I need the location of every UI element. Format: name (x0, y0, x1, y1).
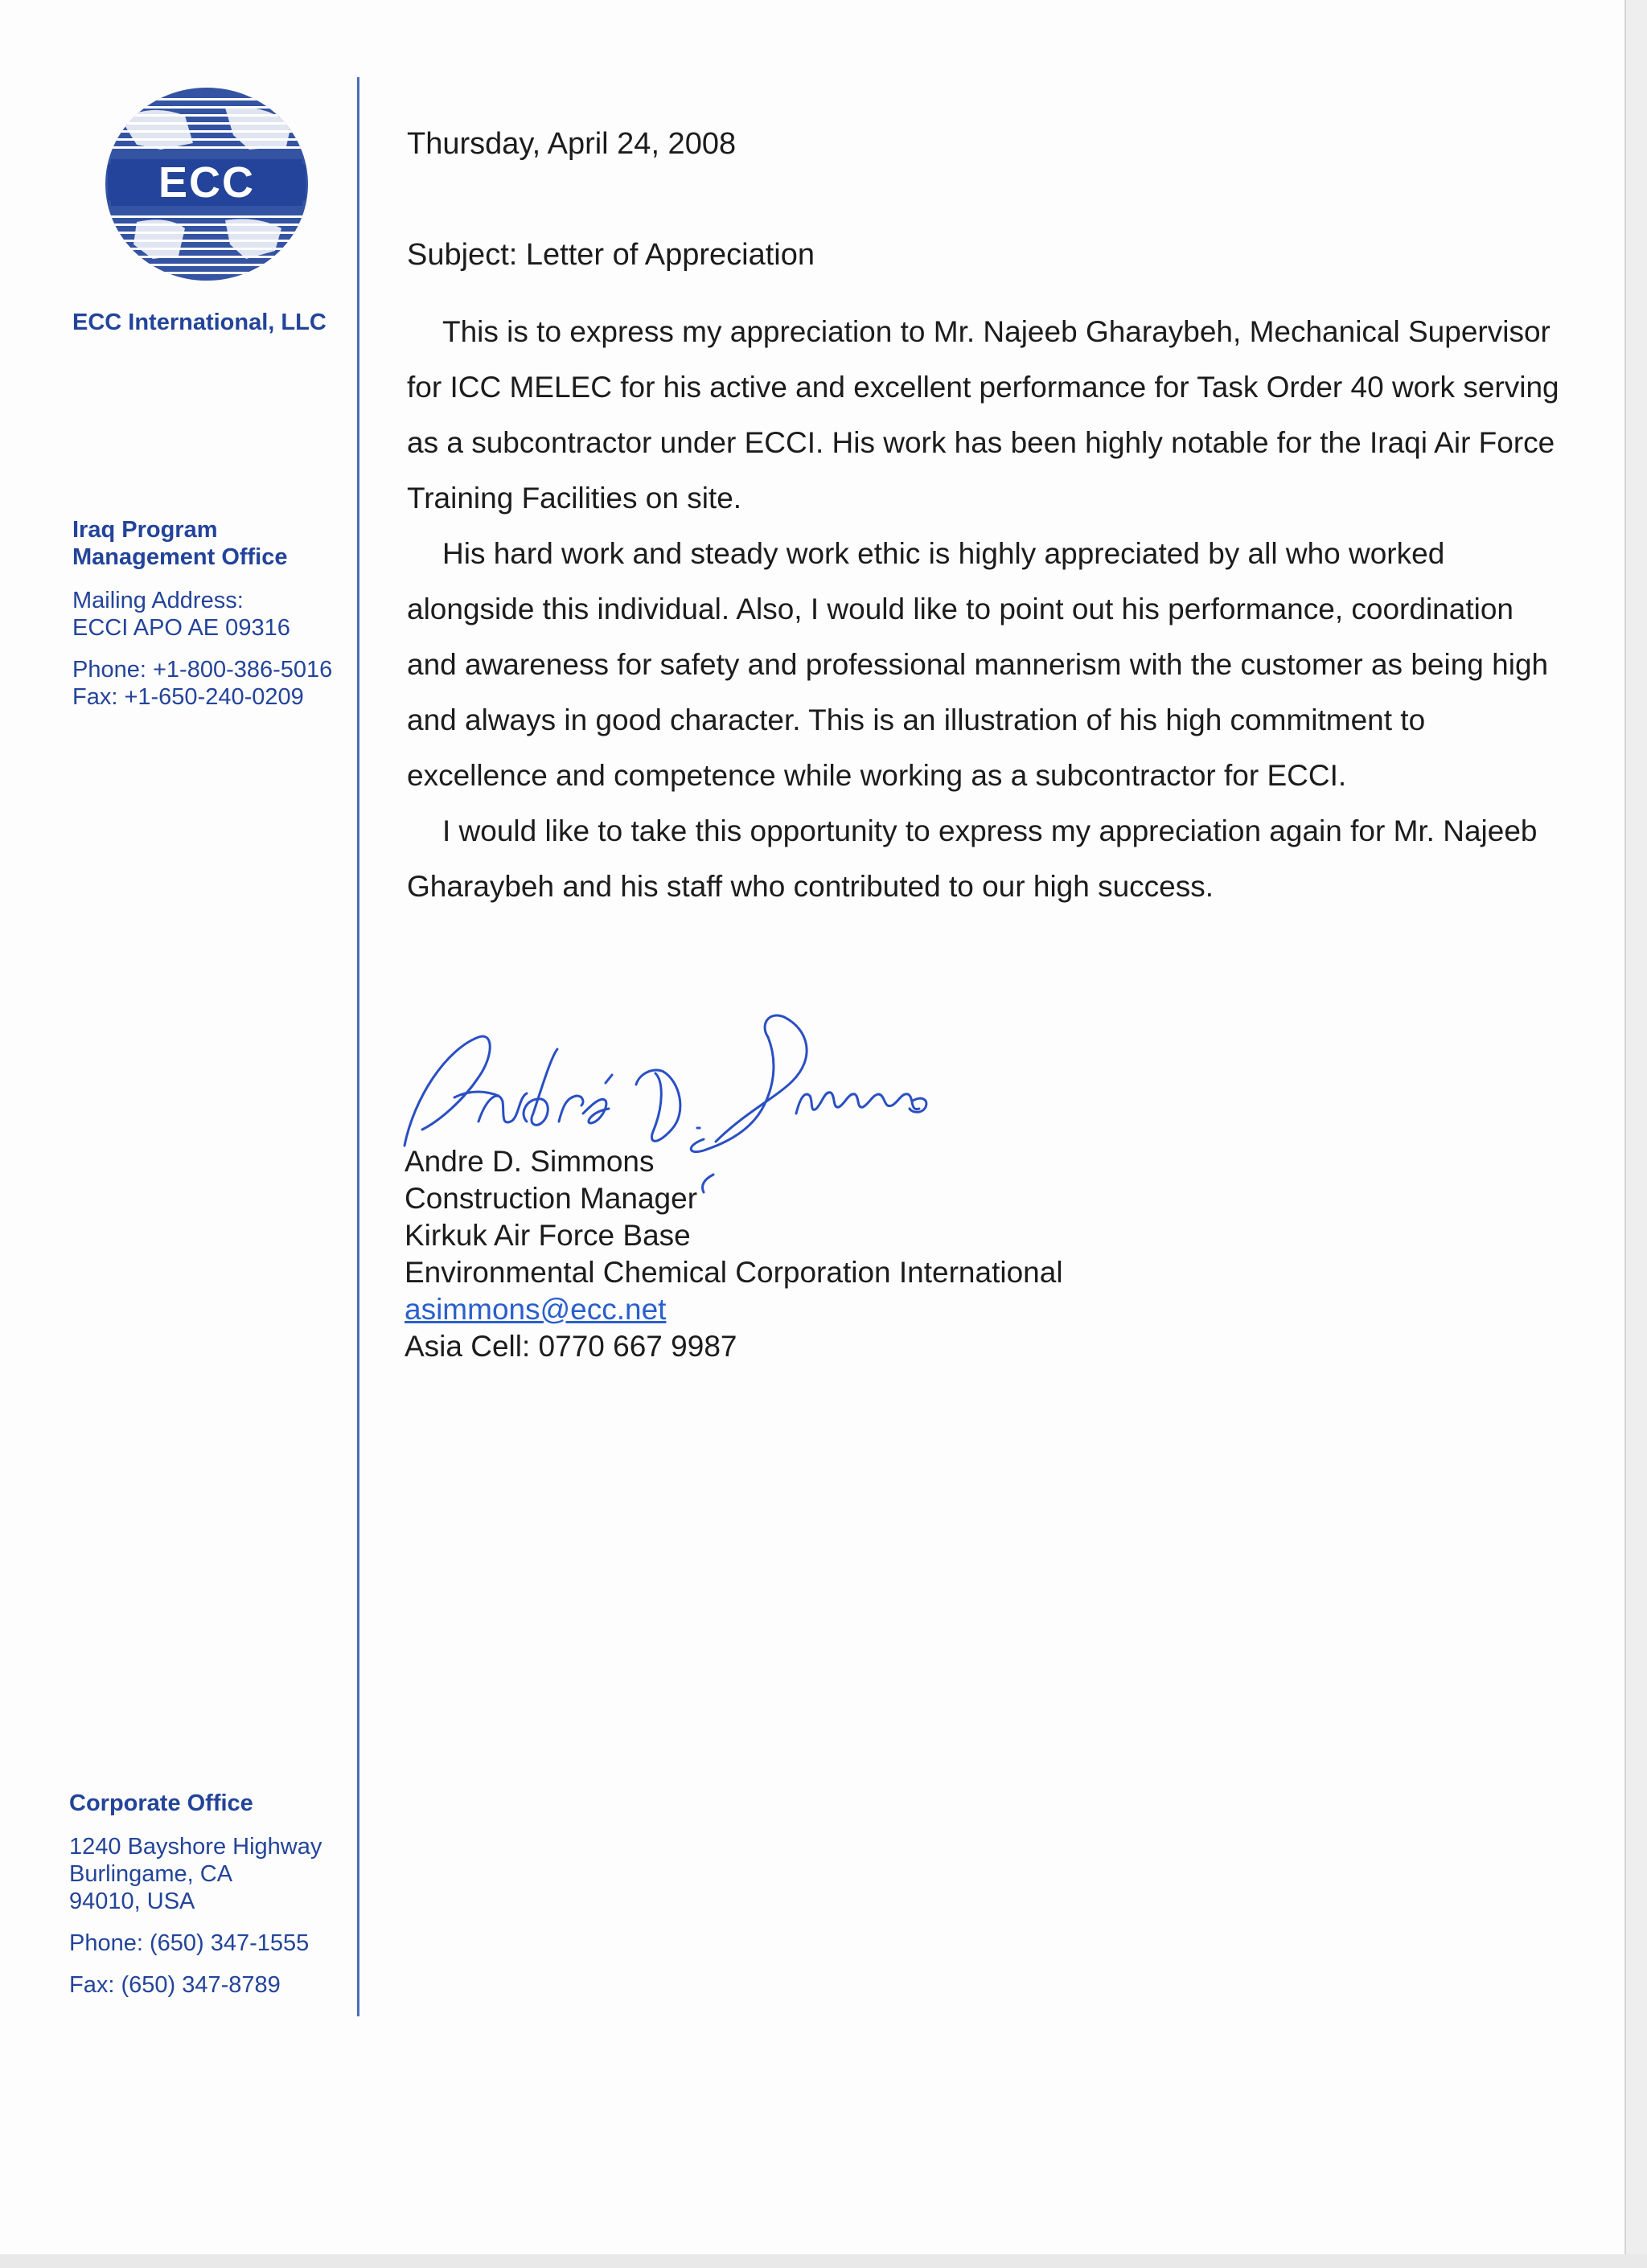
logo-wordmark: ECC (158, 158, 255, 207)
mailing-address-value: ECCI APO AE 09316 (72, 615, 290, 641)
corporate-office-title: Corporate Office (69, 1790, 253, 1816)
company-name: ECC International, LLC (72, 310, 327, 335)
signer-organization: Environmental Chemical Corporation International (405, 1256, 1063, 1289)
iraq-office-title-2: Management Office (72, 544, 288, 570)
scan-edge-bottom (0, 2254, 1647, 2268)
signer-phone: Asia Cell: 0770 667 9987 (405, 1330, 737, 1363)
signer-location: Kirkuk Air Force Base (405, 1219, 691, 1252)
corporate-phone: Phone: (650) 347-1555 (69, 1930, 310, 1956)
corporate-address-2: Burlingame, CA (69, 1861, 233, 1887)
corporate-fax: Fax: (650) 347-8789 (69, 1972, 281, 1998)
letter-body (407, 304, 1565, 914)
letter-date: Thursday, April 24, 2008 (407, 127, 737, 161)
iraq-fax: Fax: +1-650-240-0209 (72, 684, 304, 710)
sidebar-divider (357, 77, 359, 2016)
mailing-address-label: Mailing Address: (72, 588, 244, 613)
scan-edge-right (1624, 0, 1647, 2268)
iraq-office-title-1: Iraq Program (72, 517, 218, 543)
signer-title: Construction Manager (405, 1182, 698, 1215)
signer-name: Andre D. Simmons (405, 1145, 655, 1178)
corporate-address-1: 1240 Bayshore Highway (69, 1834, 322, 1860)
letter-subject: Subject: Letter of Appreciation (407, 238, 815, 272)
ecc-logo (105, 87, 309, 281)
corporate-address-3: 94010, USA (69, 1889, 195, 1914)
iraq-phone: Phone: +1-800-386-5016 (72, 657, 333, 683)
signer-email-link[interactable]: asimmons@ecc.net (405, 1293, 667, 1326)
body-paragraph-1: This is to express my appreciation to Mr. Najeeb Gharaybeh, Mechanical Supervisor for ICC MELEC for his active and excellent performance for Task Order 40 work serving as a subcontractor under ECCI. His work has been highly notable for the Iraqi Air Force Training Facilities on site. (407, 315, 1559, 515)
body-paragraph-2: His hard work and steady work ethic is highly appreciated by all who worked alongside this individual. Also, I would like to point out his performance, coordination and awareness for safety and professional mannerism with the customer as being high and always in good character. This is an illustration of his high commitment to excellence and competence while working as a subcontractor for ECCI. (407, 537, 1549, 792)
signature-block (405, 1143, 1063, 1365)
body-paragraph-3: I would like to take this opportunity to express my appreciation again for Mr. Najeeb Gharaybeh and his staff who contributed to our high success. (407, 814, 1538, 903)
